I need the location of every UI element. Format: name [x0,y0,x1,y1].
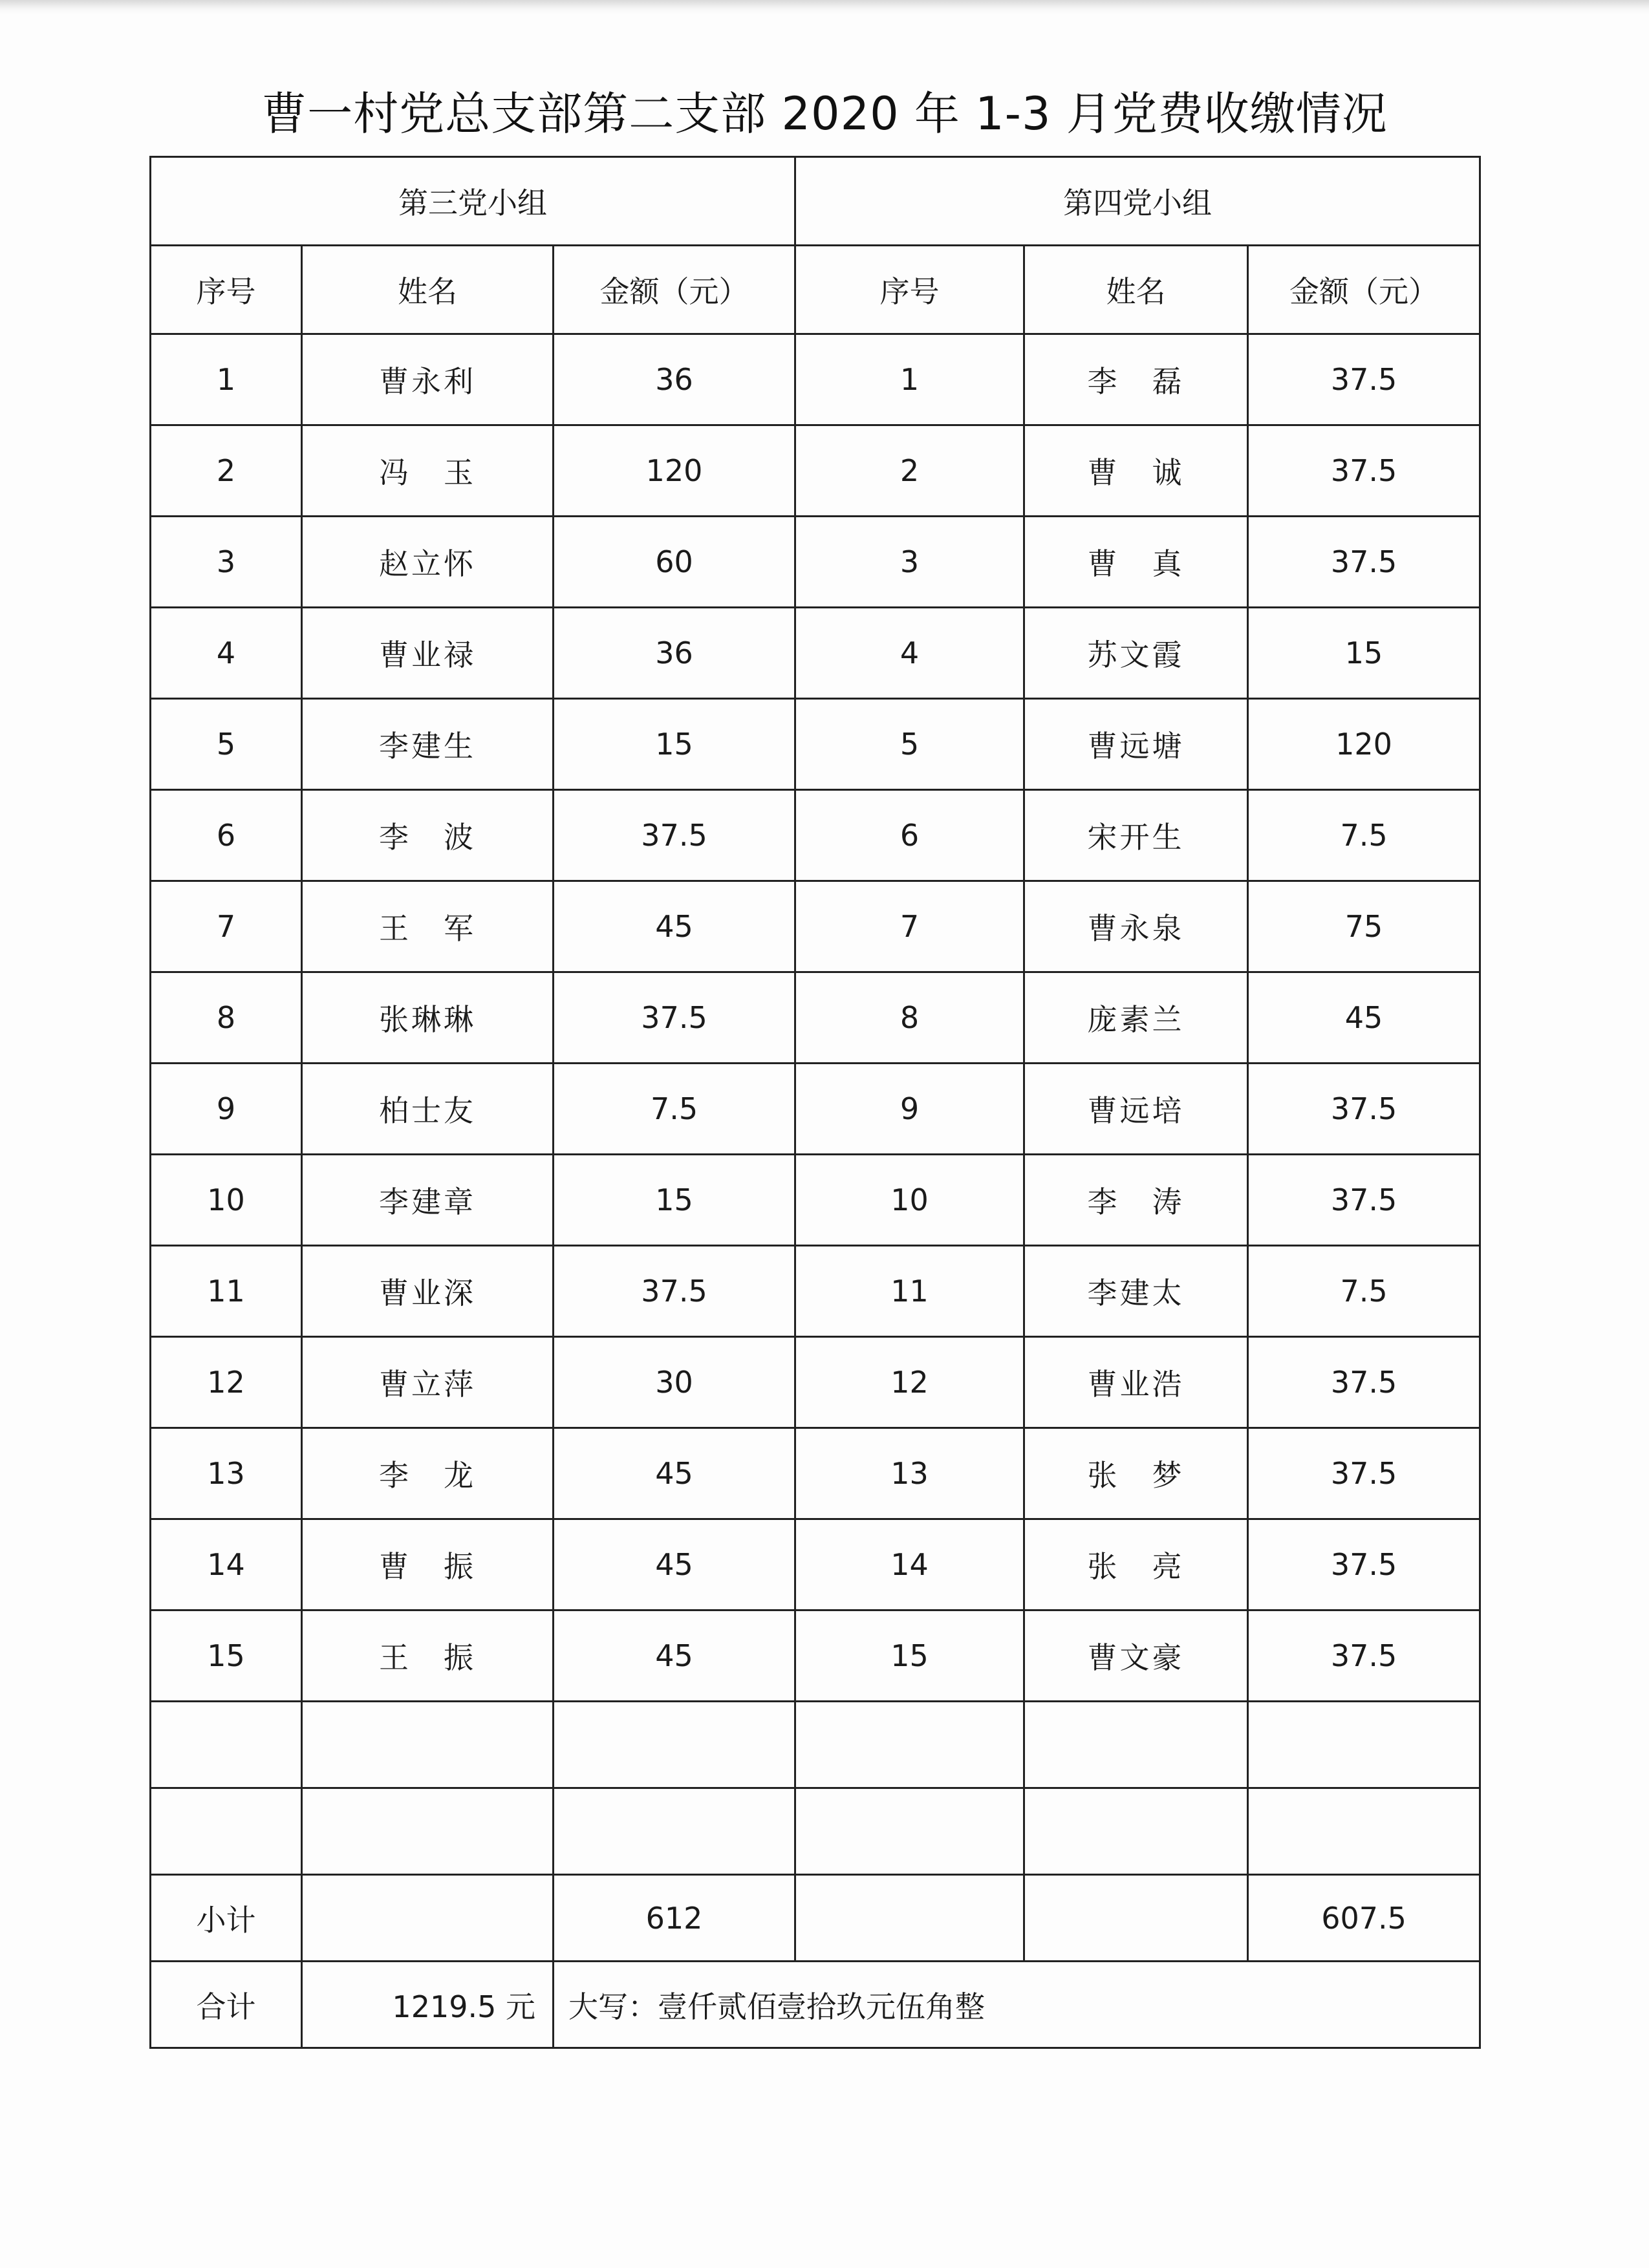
member-index-left: 12 [151,1337,302,1428]
member-amount-left: 30 [554,1337,795,1428]
member-name-right: 曹业浩 [1024,1337,1248,1428]
table-row [151,790,1480,881]
table-row [151,425,1480,517]
member-index-right: 2 [795,425,1024,517]
scan-edge [0,0,1649,14]
member-index-right: 4 [795,608,1024,699]
table-row [151,1064,1480,1155]
blank-cell [795,1702,1024,1788]
member-amount-right: 75 [1248,881,1480,972]
member-amount-right: 37.5 [1248,1064,1480,1155]
member-amount-left: 15 [554,1155,795,1246]
member-amount-left: 60 [554,517,795,608]
group-header-row [151,157,1480,246]
member-name-left: 柏士友 [302,1064,554,1155]
member-name-right: 庞素兰 [1024,972,1248,1064]
table-row [151,608,1480,699]
member-name-right: 李 涛 [1024,1155,1248,1246]
member-amount-left: 7.5 [554,1064,795,1155]
member-amount-right: 37.5 [1248,334,1480,425]
member-name-right: 曹远培 [1024,1064,1248,1155]
table-row [151,334,1480,425]
member-index-right: 3 [795,517,1024,608]
member-amount-right: 37.5 [1248,517,1480,608]
subtotal-label: 小计 [151,1875,302,1962]
member-amount-left: 45 [554,881,795,972]
member-name-left: 李 波 [302,790,554,881]
member-amount-right: 37.5 [1248,1610,1480,1702]
member-name-right: 张 梦 [1024,1428,1248,1519]
member-index-left: 7 [151,881,302,972]
member-name-right: 曹 诚 [1024,425,1248,517]
member-index-left: 5 [151,699,302,790]
member-amount-left: 37.5 [554,790,795,881]
member-amount-left: 120 [554,425,795,517]
member-name-left: 王 军 [302,881,554,972]
member-name-left: 曹业深 [302,1246,554,1337]
table-row [151,517,1480,608]
col-index-right: 序号 [795,246,1024,334]
member-amount-right: 15 [1248,608,1480,699]
blank-row [151,1702,1480,1788]
member-name-right: 宋开生 [1024,790,1248,881]
table-row [151,1519,1480,1610]
member-index-left: 6 [151,790,302,881]
member-index-left: 13 [151,1428,302,1519]
document-title: 曹一村党总支部第二支部 2020 年 1-3 月党费收缴情况 [261,87,1388,140]
blank-cell [1024,1702,1248,1788]
member-amount-right: 120 [1248,699,1480,790]
blank-cell [1024,1875,1248,1962]
member-name-right: 曹永泉 [1024,881,1248,972]
blank-cell [151,1788,302,1875]
member-index-right: 12 [795,1337,1024,1428]
member-name-left: 王 振 [302,1610,554,1702]
member-index-right: 7 [795,881,1024,972]
member-name-left: 冯 玉 [302,425,554,517]
table-row [151,1155,1480,1246]
member-name-right: 李 磊 [1024,334,1248,425]
member-amount-left: 15 [554,699,795,790]
member-amount-right: 37.5 [1248,425,1480,517]
col-amount-left: 金额（元） [554,246,795,334]
col-name-right: 姓名 [1024,246,1248,334]
blank-cell [302,1875,554,1962]
column-header-row [151,246,1480,334]
blank-cell [1248,1702,1480,1788]
member-name-left: 李 龙 [302,1428,554,1519]
member-index-right: 1 [795,334,1024,425]
blank-cell [1024,1788,1248,1875]
group-left-header: 第三党小组 [151,157,795,246]
total-row [151,1962,1480,2048]
table-row [151,1246,1480,1337]
member-amount-left: 37.5 [554,972,795,1064]
member-amount-left: 37.5 [554,1246,795,1337]
blank-cell [554,1702,795,1788]
member-index-left: 15 [151,1610,302,1702]
member-amount-left: 36 [554,334,795,425]
table-row [151,1337,1480,1428]
member-amount-right: 7.5 [1248,790,1480,881]
member-amount-left: 36 [554,608,795,699]
member-amount-left: 45 [554,1610,795,1702]
blank-cell [554,1788,795,1875]
member-amount-left: 45 [554,1519,795,1610]
blank-row [151,1788,1480,1875]
total-amount-in-words: 大写：壹仟贰佰壹拾玖元伍角整 [554,1962,1480,2048]
member-name-right: 曹文豪 [1024,1610,1248,1702]
member-index-right: 13 [795,1428,1024,1519]
table-row [151,699,1480,790]
fee-table-body [151,157,1480,2048]
member-amount-left: 45 [554,1428,795,1519]
total-amount: 1219.5 元 [302,1962,554,2048]
member-index-left: 2 [151,425,302,517]
member-index-left: 3 [151,517,302,608]
member-index-right: 11 [795,1246,1024,1337]
blank-cell [1248,1788,1480,1875]
member-amount-right: 37.5 [1248,1519,1480,1610]
group-right-header: 第四党小组 [795,157,1480,246]
blank-cell [151,1702,302,1788]
col-amount-right: 金额（元） [1248,246,1480,334]
table-row [151,972,1480,1064]
member-name-left: 赵立怀 [302,517,554,608]
table-row [151,1610,1480,1702]
member-index-left: 9 [151,1064,302,1155]
member-amount-right: 45 [1248,972,1480,1064]
member-name-right: 张 亮 [1024,1519,1248,1610]
member-amount-right: 7.5 [1248,1246,1480,1337]
member-index-left: 4 [151,608,302,699]
member-amount-right: 37.5 [1248,1428,1480,1519]
member-name-left: 曹立萍 [302,1337,554,1428]
member-name-left: 李建章 [302,1155,554,1246]
member-index-left: 14 [151,1519,302,1610]
table-row [151,881,1480,972]
col-index-left: 序号 [151,246,302,334]
member-amount-right: 37.5 [1248,1337,1480,1428]
blank-cell [302,1788,554,1875]
member-name-left: 李建生 [302,699,554,790]
member-index-left: 8 [151,972,302,1064]
subtotal-right-amount: 607.5 [1248,1875,1480,1962]
member-name-right: 曹 真 [1024,517,1248,608]
member-index-left: 11 [151,1246,302,1337]
blank-cell [302,1702,554,1788]
member-index-right: 5 [795,699,1024,790]
col-name-left: 姓名 [302,246,554,334]
blank-cell [795,1788,1024,1875]
member-name-right: 曹远塘 [1024,699,1248,790]
member-index-right: 14 [795,1519,1024,1610]
member-amount-right: 37.5 [1248,1155,1480,1246]
total-label: 合计 [151,1962,302,2048]
blank-cell [795,1875,1024,1962]
member-index-left: 10 [151,1155,302,1246]
member-index-right: 15 [795,1610,1024,1702]
member-index-right: 10 [795,1155,1024,1246]
subtotal-left-amount: 612 [554,1875,795,1962]
member-name-right: 李建太 [1024,1246,1248,1337]
member-name-right: 苏文霞 [1024,608,1248,699]
fee-table [149,156,1481,2049]
table-row [151,1428,1480,1519]
member-index-left: 1 [151,334,302,425]
member-name-left: 张琳琳 [302,972,554,1064]
subtotal-row [151,1875,1480,1962]
member-index-right: 6 [795,790,1024,881]
member-name-left: 曹永利 [302,334,554,425]
member-index-right: 9 [795,1064,1024,1155]
member-name-left: 曹业禄 [302,608,554,699]
member-name-left: 曹 振 [302,1519,554,1610]
member-index-right: 8 [795,972,1024,1064]
